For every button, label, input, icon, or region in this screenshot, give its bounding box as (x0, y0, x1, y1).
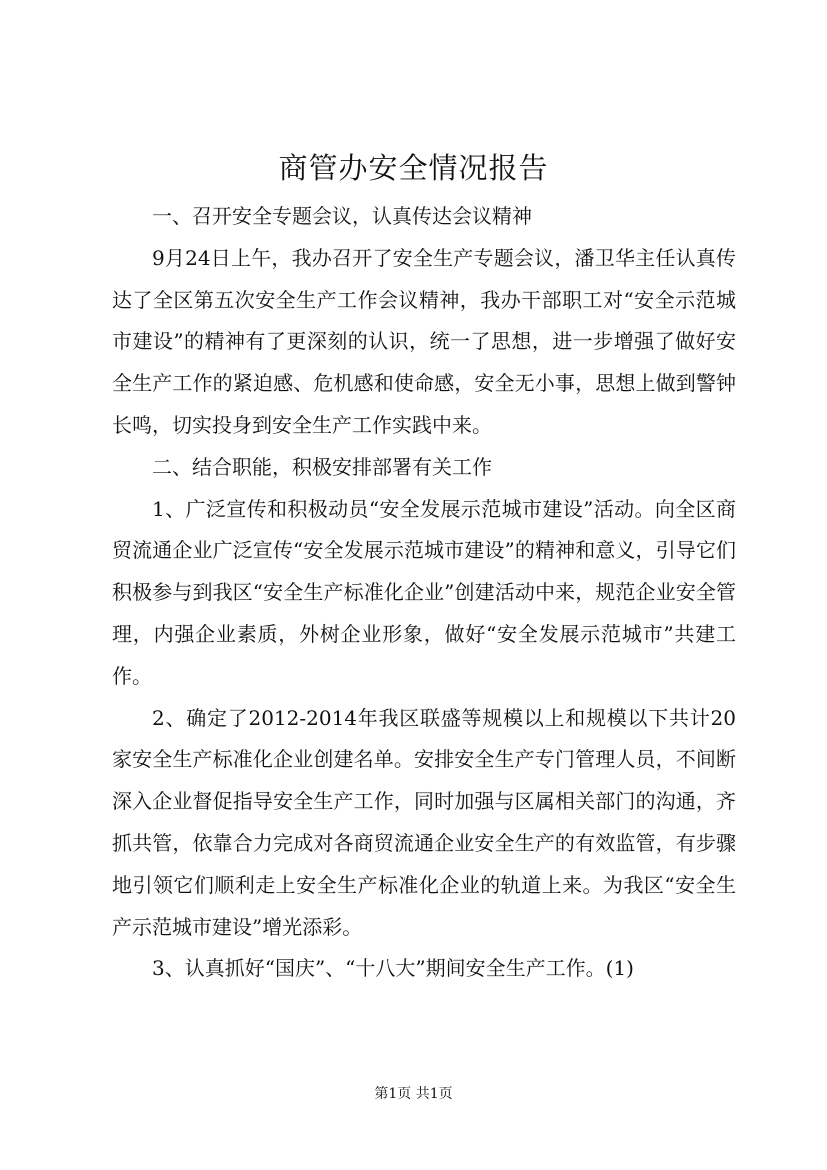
document-title: 商管办安全情况报告 (278, 151, 549, 185)
paragraph-item-2: 2、确定了2012-2014年我区联盛等规模以上和规模以下共计20家安全生产标准化企业创建名单。安排安全生产专门管理人员，不间断深入企业督促指导安全生产工作，同时加强与区属相关部门的沟通，齐抓共管，依靠合力完成对各商贸流通企业安全生产的有效监管，有步骤地引领它们顺利走上安全生产标准化企业的轨道上来。为我区“安全生产示范城市建设”增光添彩。 (112, 705, 736, 939)
section-heading-1: 一、召开安全专题会议，认真传达会议精神 (152, 204, 532, 228)
paragraph-item-3: 3、认真抓好“国庆”、“十八大”期间安全生产工作。(1) (152, 956, 634, 981)
section-heading-2: 二、结合职能，积极安排部署有关工作 (152, 454, 492, 479)
paragraph-item-1: 1、广泛宣传和积极动员“安全发展示范城市建设”活动。向全区商贸流通企业广泛宣传“安全发展示范城市建设”的精神和意义，引导它们积极参与到我区“安全生产标准化企业”创建活动中来，规范企业安全管理，内强企业素质，外树企业形象，做好“安全发展示范城市”共建工作。 (112, 496, 736, 688)
page-number-footer: 第1页 共1页 (374, 1086, 453, 1102)
document-body (112, 196, 736, 990)
paragraph-meeting: 9月24日上午，我办召开了安全生产专题会议，潘卫华主任认真传达了全区第五次安全生产工作会议精神，我办干部职工对“安全示范城市建设”的精神有了更深刻的认识，统一了思想，进一步增强了做好安全生产工作的紧迫感、危机感和使命感，安全无小事，思想上做到警钟长鸣，切实投身到安全生产工作实践中来。 (112, 245, 736, 437)
